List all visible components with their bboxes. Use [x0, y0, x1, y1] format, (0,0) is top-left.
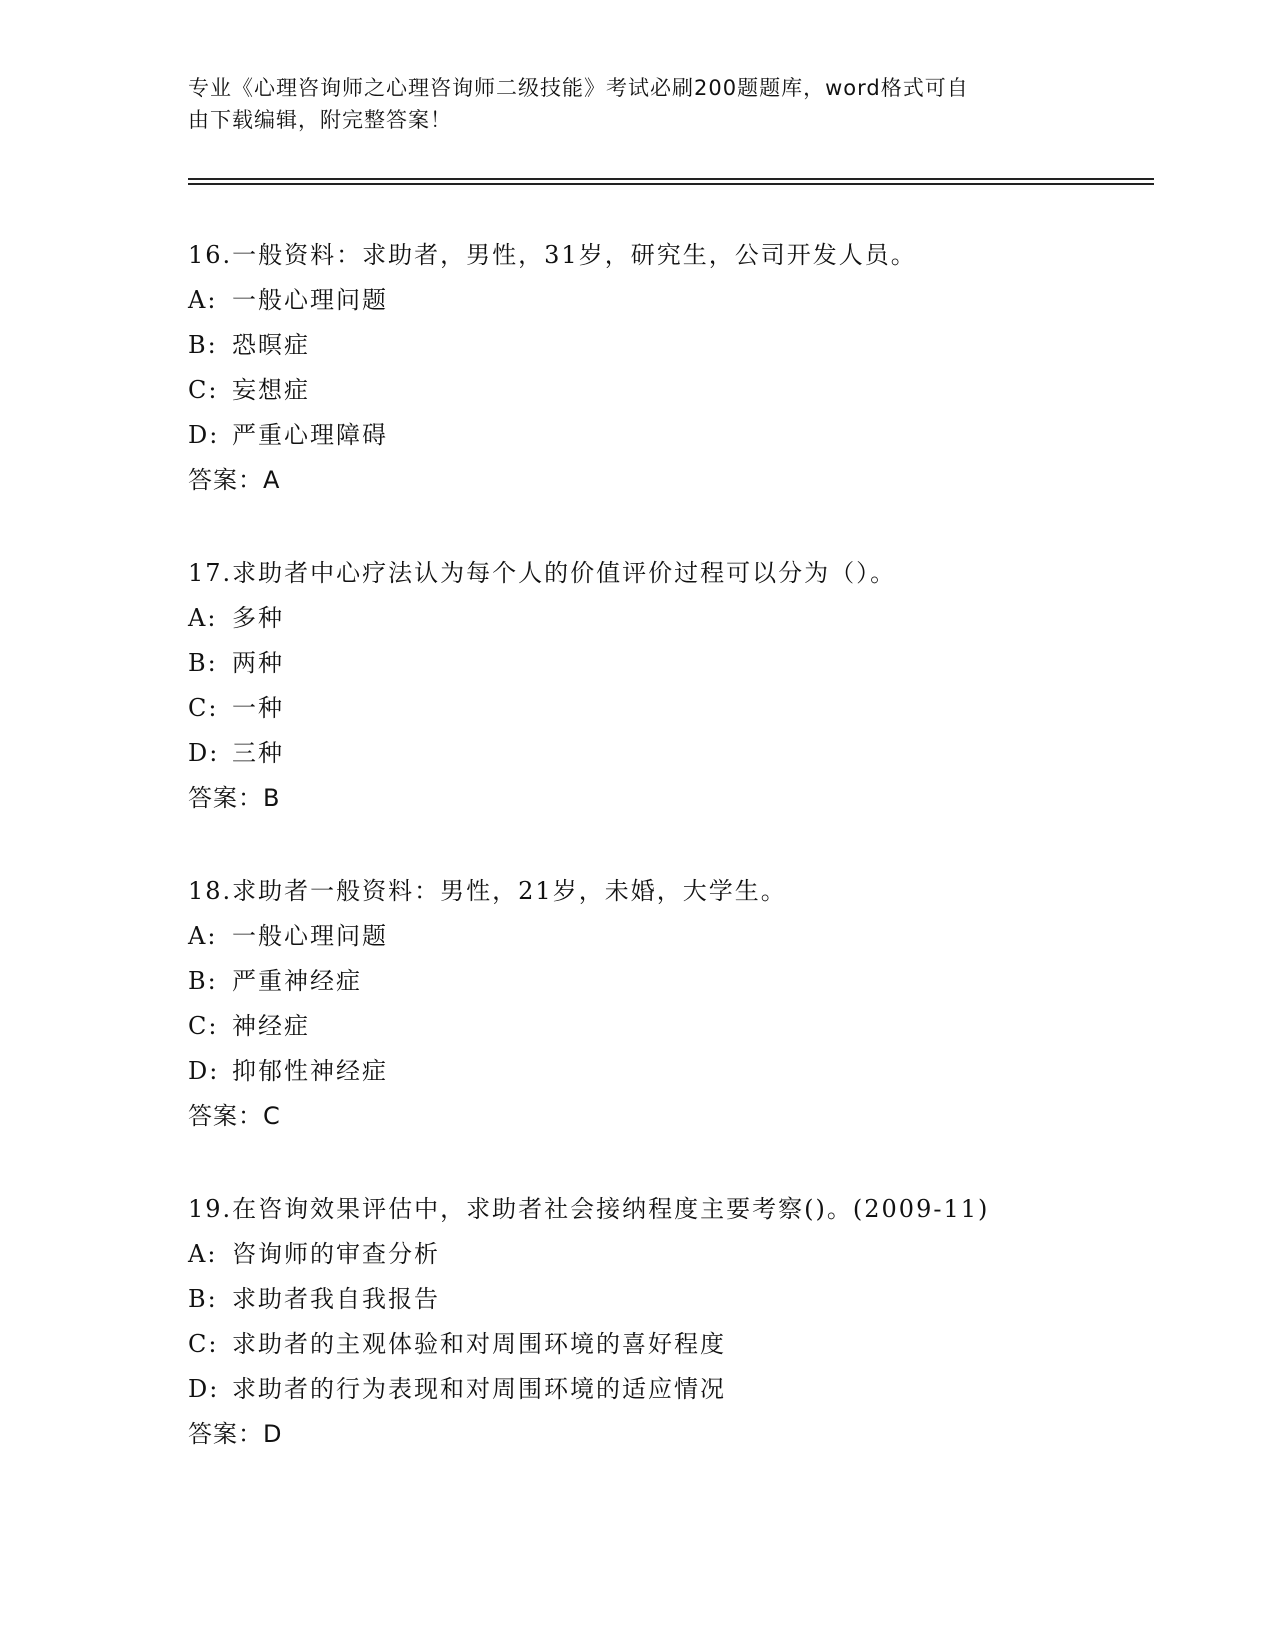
option-d	[188, 1049, 1168, 1094]
option-text: 三种	[232, 739, 284, 767]
option-letter: C:	[188, 1330, 219, 1358]
answer-line: 答案：B	[188, 784, 281, 812]
option-letter: B:	[188, 649, 218, 677]
option-a	[188, 596, 1168, 641]
option-a	[188, 1232, 1168, 1277]
option-b	[188, 641, 1168, 686]
option-letter: D:	[188, 1057, 220, 1085]
option-text: 求助者的行为表现和对周围环境的适应情况	[232, 1375, 726, 1403]
option-letter: A:	[188, 1240, 218, 1268]
option-text: 咨询师的审查分析	[232, 1240, 440, 1268]
question-block	[188, 1187, 1168, 1457]
header-divider-bottom	[188, 183, 1154, 185]
option-letter: B:	[188, 331, 218, 359]
option-text: 多种	[232, 604, 284, 632]
option-text: 严重心理障碍	[232, 421, 388, 449]
answer-line: 答案：D	[188, 1420, 283, 1448]
option-text: 神经症	[232, 1012, 310, 1040]
option-text: 求助者的主观体验和对周围环境的喜好程度	[232, 1330, 726, 1358]
option-letter: D:	[188, 421, 220, 449]
answer-line: 答案：C	[188, 1102, 281, 1130]
option-letter: B:	[188, 967, 218, 995]
document-header	[188, 72, 1068, 136]
option-text: 一般心理问题	[232, 286, 388, 314]
option-b	[188, 1277, 1168, 1322]
answer-line: 答案：A	[188, 466, 281, 494]
header-line-1: 专业《心理咨询师之心理咨询师二级技能》考试必刷200题题库，word格式可自	[188, 76, 969, 100]
question-stem: 16.一般资料：求助者，男性，31岁，研究生，公司开发人员。	[188, 241, 917, 269]
option-letter: D:	[188, 1375, 220, 1403]
question-block	[188, 869, 1168, 1139]
option-a	[188, 914, 1168, 959]
option-text: 一般心理问题	[232, 922, 388, 950]
option-text: 求助者我自我报告	[232, 1285, 440, 1313]
option-letter: C:	[188, 1012, 219, 1040]
header-line-2: 由下载编辑，附完整答案！	[188, 108, 452, 132]
option-b	[188, 323, 1168, 368]
option-text: 妄想症	[232, 376, 310, 404]
option-d	[188, 731, 1168, 776]
question-stem: 18.求助者一般资料：男性，21岁，未婚，大学生。	[188, 877, 787, 905]
option-letter: A:	[188, 286, 218, 314]
option-c	[188, 686, 1168, 731]
question-block	[188, 233, 1168, 503]
option-text: 恐暝症	[232, 331, 310, 359]
option-letter: A:	[188, 922, 218, 950]
option-letter: B:	[188, 1285, 218, 1313]
question-stem: 19.在咨询效果评估中，求助者社会接纳程度主要考察()。(2009-11)	[188, 1195, 990, 1223]
question-block	[188, 551, 1168, 821]
option-text: 一种	[232, 694, 284, 722]
option-letter: A:	[188, 604, 218, 632]
option-c	[188, 1004, 1168, 1049]
option-d	[188, 413, 1168, 458]
option-c	[188, 1322, 1168, 1367]
option-letter: C:	[188, 376, 219, 404]
option-d	[188, 1367, 1168, 1412]
option-text: 抑郁性神经症	[232, 1057, 388, 1085]
option-letter: C:	[188, 694, 219, 722]
option-text: 严重神经症	[232, 967, 362, 995]
option-b	[188, 959, 1168, 1004]
option-letter: D:	[188, 739, 220, 767]
option-c	[188, 368, 1168, 413]
option-text: 两种	[232, 649, 284, 677]
option-a	[188, 278, 1168, 323]
header-divider-top	[188, 178, 1154, 180]
question-stem: 17.求助者中心疗法认为每个人的价值评价过程可以分为（）。	[188, 559, 897, 587]
